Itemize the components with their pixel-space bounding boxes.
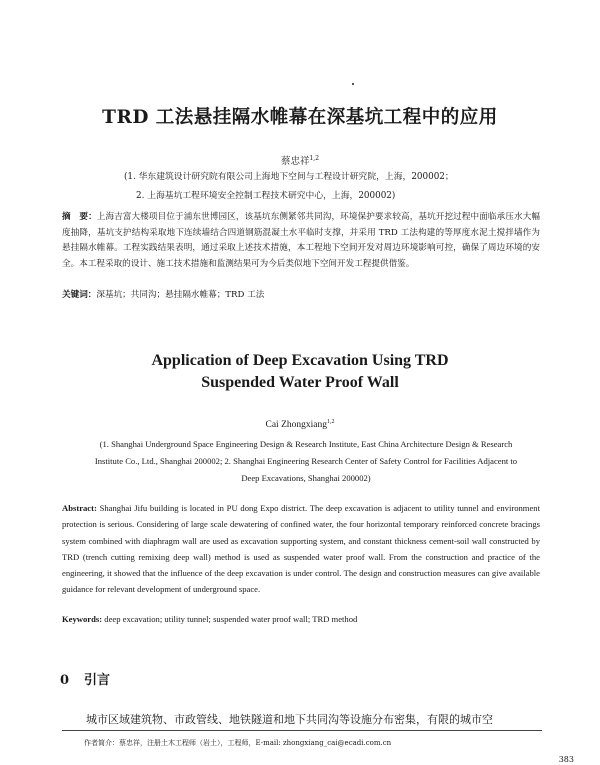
affiliation-en: (1. Shanghai Underground Space Engineering Design & Research Institute, East China Architecture Design & Research Institute Co., Ltd., Shanghai 200002; 2. Shanghai Engineering Research Center of Safety Control for Facilities Adjacent to Deep Excavations, Shanghai 200002) [94, 439, 518, 483]
abstract-cn-text: 上海吉富大楼项目位于浦东世博园区，该基坑东侧紧邻共同沟，环境保护要求较高，基坑开挖过程中面临承压水大幅度抽降，基坑支护结构采取地下连续墙结合四道钢筋混凝土水平临时支撑，并采用 TRD 工法构建的等厚度水泥土搅拌墙作为悬挂隔水帷幕。工程实践结果表明，通过采取上述技术措施，本工程地下空间开发对周边环境影响可控，确保了周边环境的安全。本工程采取的设计、施工技术措施和监测结果可为今后类似地下空间开发工程提供借鉴。 [62, 212, 540, 269]
abstract-en [62, 500, 540, 598]
body-paragraph: 城市区域建筑物、市政管线、地铁隧道和地下共同沟等设施分布密集，有限的城市空 [86, 713, 493, 726]
author-cn [0, 153, 600, 167]
author-en [0, 419, 600, 430]
keywords-en-text: deep excavation; utility tunnel; suspended water proof wall; TRD method [104, 614, 358, 624]
title-en-line-1: Application of Deep Excavation Using TRD [151, 352, 449, 369]
title-en-line-2: Suspended Water Proof Wall [201, 374, 399, 391]
author-en-sup: 1,2 [326, 419, 335, 425]
abstract-cn-label: 摘 要： [62, 212, 97, 222]
section-title: 引言 [84, 673, 111, 688]
author-en-name: Cai Zhongxiang [265, 420, 327, 431]
affiliation-cn-line-1: (1. 华东建筑设计研究院有限公司上海地下空间与工程设计研究院，上海，200002； [124, 172, 454, 182]
keywords-cn-text: 深基坑；共同沟；悬挂隔水帷幕；TRD 工法 [96, 290, 265, 300]
affiliation-cn [124, 168, 454, 206]
title-cn: TRD 工法悬挂隔水帷幕在深基坑工程中的应用 [102, 107, 498, 128]
footnote: 作者简介：蔡忠祥，注册土木工程师（岩土），工程师，E-mail: zhongxiang_cai@ecadi.com.cn [84, 739, 392, 747]
scan-dot [352, 83, 354, 85]
author-cn-name: 蔡忠祥 [280, 156, 310, 167]
keywords-en-label: Keywords: [62, 614, 103, 624]
abstract-en-label: Abstract: [62, 503, 97, 513]
affiliation-cn-line-2: 2. 上海基坑工程环境安全控制工程技术研究中心，上海，200002) [136, 191, 396, 201]
section-heading [60, 669, 110, 688]
title-en [0, 350, 600, 394]
abstract-cn [62, 210, 540, 272]
page-number: 383 [558, 755, 574, 764]
abstract-en-text: Shanghai Jifu building is located in PU dong Expo district. The deep excavation is adjacent to utility tunnel and environment protection is serious. Considering of large scale dewatering of confined water, the four horizontal temporary reinforced concrete bracings system combined with diaphragm wall are used as excavation supporting system, and constant thickness cement-soil wall constructed by TRD (trench cutting remixing deep wall) method is used as suspended water proof wall. From the construction and practice of the engineering, it showed that the influence of the deep excavation is under control. The design and construction measures can give available guidance for relevant development of underground space. [62, 503, 540, 595]
section-number: 0 [60, 673, 70, 688]
keywords-cn [62, 288, 264, 300]
footnote-rule [62, 730, 542, 731]
author-cn-sup: 1,2 [309, 154, 320, 162]
keywords-en [62, 614, 357, 624]
keywords-cn-label: 关键词： [62, 290, 97, 300]
